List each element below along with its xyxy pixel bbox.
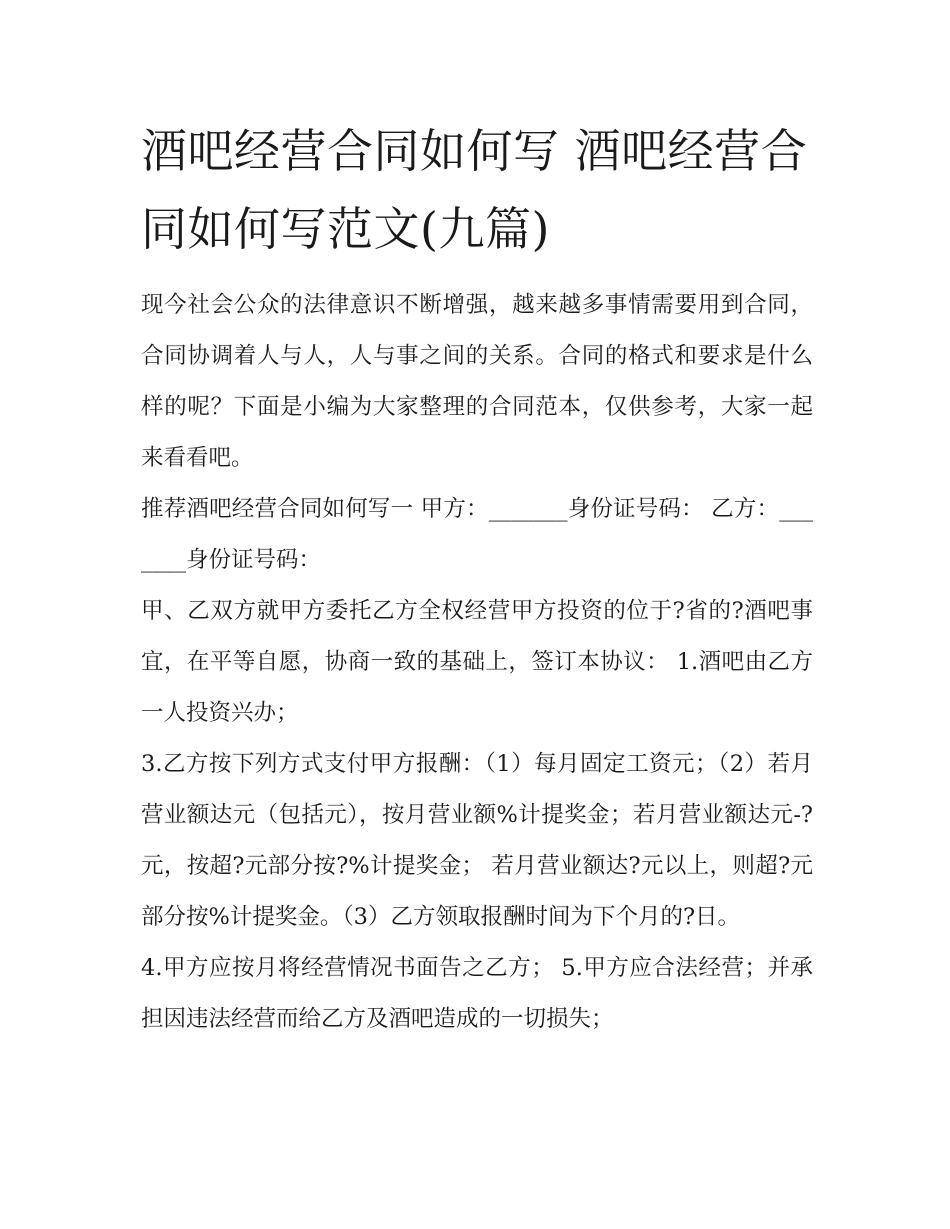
paragraph-payment: 3.乙方按下列方式支付甲方报酬：（1）每月固定工资元；（2）若月营业额达元（包括元），按月营业额%计提奖金；若月营业额达元-?元，按超?元部分按?%计提奖金； 若月营业额达?元以上，则超?元部分按%计提奖金。（3）乙方领取报酬时间为下个月的?日。 — [141, 751, 813, 930]
paragraph-intro: 现今社会公众的法律意识不断增强，越来越多事情需要用到合同，合同协调着人与人，人与事之间的关系。合同的格式和要求是什么样的呢？下面是小编为大家整理的合同范本，仅供参考，大家一起来看看吧。 — [141, 292, 813, 471]
document-page — [141, 112, 813, 1045]
document-title: 酒吧经营合同如何写 酒吧经营合同如何写范文(九篇) — [141, 124, 808, 256]
paragraph-agreement: 甲、乙双方就甲方委托乙方全权经营甲方投资的位于?省的?酒吧事宜，在平等自愿，协商一致的基础上，签订本协议： 1.酒吧由乙方一人投资兴办； — [141, 598, 813, 726]
paragraph-parties: 推荐酒吧经营合同如何写一 甲方：_______身份证号码： 乙方：_______身份证号码： — [141, 496, 813, 573]
paragraph-obligations: 4.甲方应按月将经营情况书面告之乙方； 5.甲方应合法经营；并承担因违法经营而给乙方及酒吧造成的一切损失； — [141, 955, 813, 1032]
